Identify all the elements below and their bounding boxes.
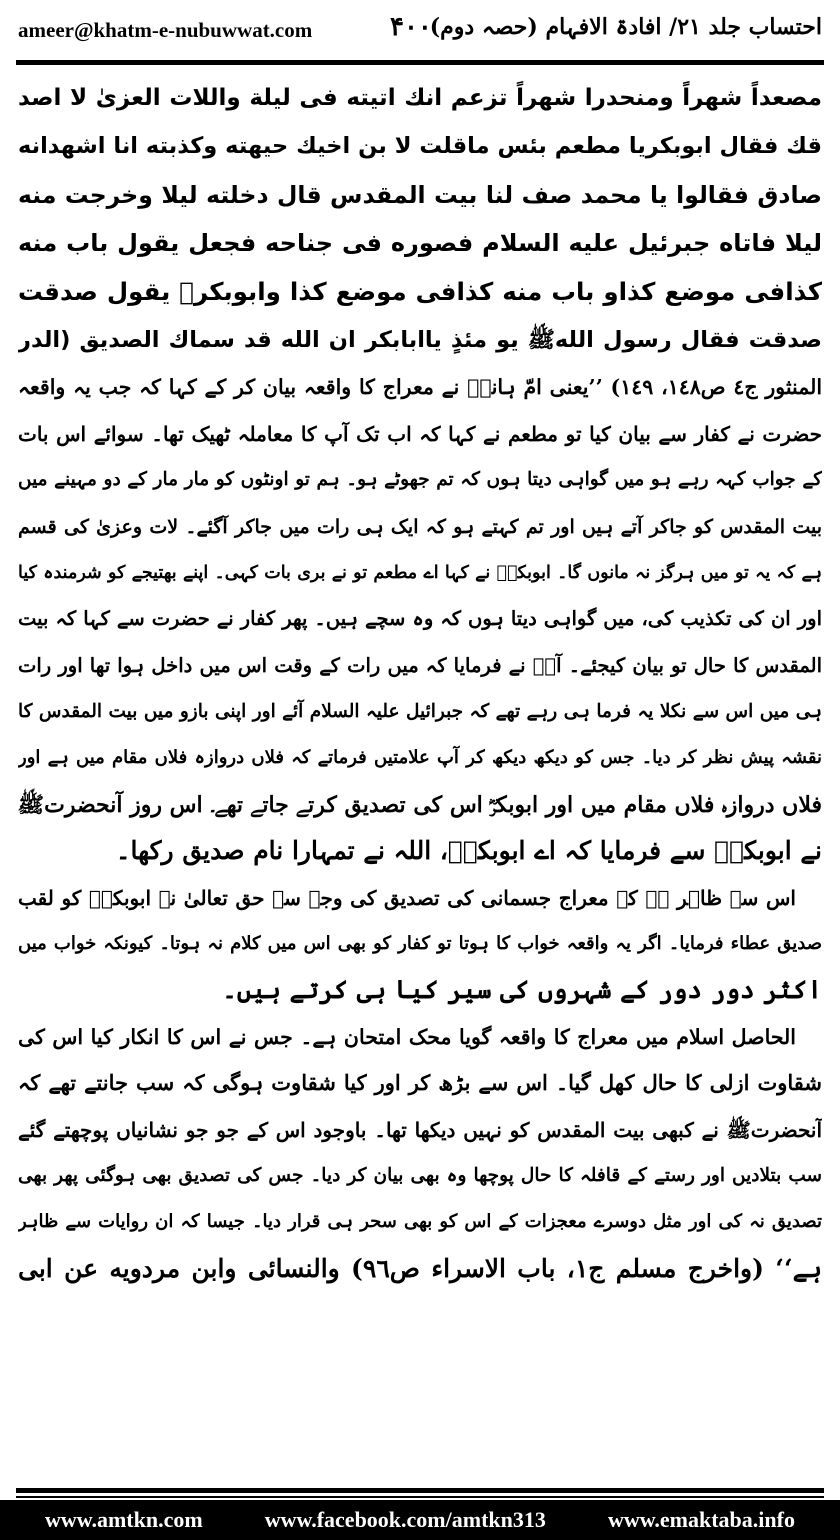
urdu-line: ہے کہ یہ تو میں ہرگز نہ مانوں گا۔ ابوبکرؓ نے کہا اے مطعم تو نے بری بات کہی۔ اپنے بھتیجے کو شرمندہ کیا xyxy=(18,562,822,583)
footer-rule-thin xyxy=(16,1496,824,1498)
arabic-line: قك فقال ابوبكريا مطعم بئس ماقلت لا بن اخيك حيهته وكذبته انا اشهدانه xyxy=(18,133,822,160)
urdu-line: کے جواب کہہ رہے ہو میں گواہی دیتا ہوں کہ تم جھوٹے ہو۔ ہم تو اونٹوں کو مار مار کے دو مہینے میں xyxy=(18,469,822,491)
footer-link-amtkn[interactable]: www.amtkn.com xyxy=(45,1507,203,1532)
header-rule xyxy=(16,60,824,65)
urdu-line: ہی میں اس سے نکلا یہ فرما ہی رہے تھے کہ جبرائیل علیہ السلام آئے اور اپنی بازو میں بیت المقدس کا xyxy=(18,701,822,723)
arabic-line: ليلا فاتاه جبرئيل عليه السلام فصوره فى جناحه فجعل يقول باب منه xyxy=(18,229,822,258)
page-number: ۴۰۰ xyxy=(390,12,432,42)
urdu-line: صدیق عطاء فرمایا۔ اگر یہ واقعہ خواب کا ہوتا تو کفار کو بھی اس میں کلام نہ ہوتا۔ کیونکہ خواب میں xyxy=(18,933,822,955)
header-email: ameer@khatm-e-nubuwwat.com xyxy=(18,18,313,42)
urdu-line: بیت المقدس کو جاکر آتے ہیں اور تم کہتے ہو کہ ایک ہی رات میں جاکر آگئے۔ لات وعزیٰ کی قسم xyxy=(18,515,822,538)
urdu-line: الحاصل اسلام میں معراج کا واقعہ گویا محک امتحان ہے۔ جس نے اس کا انکار کیا اس کی xyxy=(18,1024,796,1049)
urdu-line: نے ابوبکرؓ سے فرمایا کہ اے ابوبکرؓ، اللہ نے تمہارا نام صدیق رکھا۔ xyxy=(115,836,822,866)
footer-rule xyxy=(16,1488,824,1493)
arabic-line: صدقت فقال رسول اللهﷺ يو مئذٍ ياابابكر ان الله قد سماك الصديق (الدر xyxy=(18,326,822,353)
urdu-line: اور ان کی تکذیب کی، میں گواہی دیتا ہوں کہ وہ سچے ہیں۔ پھر کفار نے حضرت سے کہا کہ بیت xyxy=(18,607,822,631)
urdu-line: تصدیق نہ کی اور مثل دوسرے معجزات کے اس کو بھی سحر ہی قرار دیا۔ جیسا کہ ان روایات سے ظاہر xyxy=(18,1211,822,1233)
footer-link-facebook[interactable]: www.facebook.com/amtkn313 xyxy=(264,1507,546,1532)
page-body xyxy=(18,74,822,1292)
urdu-line: آنحضرتﷺ نے کبھی بیت المقدس کو نہیں دیکھا تھا۔ باوجود اس کے جو جو نشانیاں پوچھتے گئے xyxy=(18,1117,822,1142)
arabic-line: صادق فقالوا يا محمد صف لنا بيت المقدس قال دخلته ليلا وخرجت منه xyxy=(18,180,822,209)
urdu-line: المقدس کا حال تو بیان کیجئے۔ آپؐ نے فرمایا کہ میں رات کے وقت اس میں داخل ہوا تھا اور رات xyxy=(18,653,822,677)
urdu-line: فلاں دروازہ فلاں مقام میں اور ابوبکرؓ اس کی تصدیق کرتے جاتے تھے۔ اس روز آنحضرتﷺ xyxy=(18,791,822,818)
urdu-line: سب بتلادیں اور رستے کے قافلہ کا حال پوچھا وہ بھی بیان کر دیا۔ جس کی تصدیق بھی ہوگئی پھر بھی xyxy=(18,1164,822,1186)
urdu-line: اس سے ظاہر ہے کہ معراج جسمانی کی تصدیق کی وجہ سے حق تعالیٰ نے ابوبکرؓ کو لقب xyxy=(18,885,796,910)
urdu-line: المنثور ج٤ ص١٤٨، ١٤٩) ’’یعنی امّ ہانیؓ نے معراج کا واقعہ بیان کر کے کہا کہ جب یہ واقعہ xyxy=(18,375,822,400)
arabic-line: كذافى موضع كذاو باب منه كذافى موضع كذا وابوبكرؓ يقول صدقت xyxy=(18,276,822,306)
page-footer xyxy=(0,1500,840,1540)
urdu-line: ہے‘‘ (واخرج مسلم ج١، باب الاسراء ص٩٦) والنسائی وابن مردویه عن ابی xyxy=(18,1253,822,1283)
urdu-line: حضرت نے کفار سے بیان کیا تو مطعم نے کہا کہ اب تک آپ کا معاملہ ٹھیک تھا۔ سوائے اس بات xyxy=(18,421,822,446)
urdu-line: شقاوت ازلی کا حال کھل گیا۔ اس سے بڑھ کر اور کیا شقاوت ہوگی کہ سب جانتے تھے کہ xyxy=(18,1070,822,1096)
arabic-line: مصعداً شهراً ومنحدرا شهراً تزعم انك اتيته فى ليلة واللات العزىٰ لا اصد xyxy=(18,85,822,111)
footer-link-emaktaba[interactable]: www.emaktaba.info xyxy=(607,1507,795,1532)
book-title: احتساب جلد ۲۱/ افادۃ الافہام (حصہ دوم) xyxy=(429,14,822,40)
urdu-line: اکثر دور دور کے شہروں کی سیر کیا ہی کرتے ہیں۔ xyxy=(222,975,822,1005)
page-header xyxy=(18,6,822,58)
urdu-line: نقشہ پیش نظر کر دیا۔ جس کو دیکھ دیکھ کر آپ علامتیں فرماتے کہ فلاں دروازہ فلاں مقام میں ہے اور xyxy=(18,747,822,769)
